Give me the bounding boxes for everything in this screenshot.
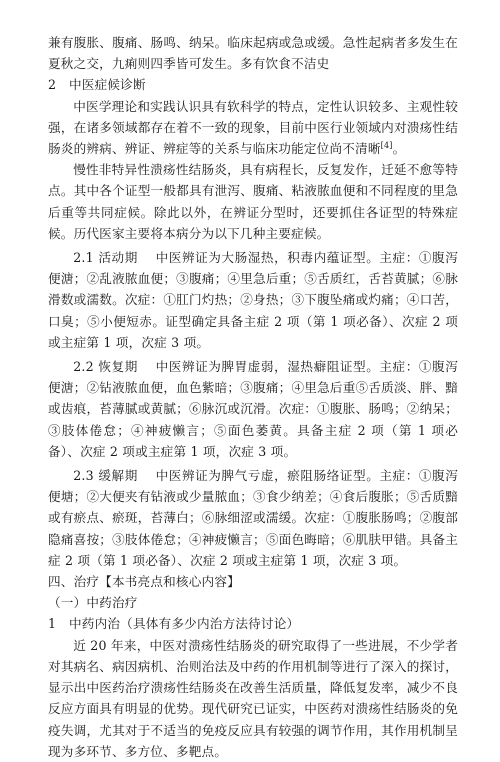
research-paragraph: 近 20 年来，中医对溃疡性结肠炎的研究取得了一些进展，不少学者对其病名、病因病机、治则治法及中药的作用机制等进行了深入的探讨，显示出中医药治疗溃疡性结肠炎在改善生活质量，降低复发率，减少不良反应方面具有明显的优势。现代研究已证实，中医药对溃疡性结肠炎的免疫失调，尤其对于不适当的免疫反应具有较强的调节作用，其作用机制呈现为多环节、多方位、多靶点。	[48, 637, 458, 759]
section-heading-diagnosis: 2 中医症候诊断	[48, 77, 146, 93]
subsection-heading-herbal: （一）中药治疗	[48, 595, 138, 611]
symptoms-overview-paragraph: 慢性非特异性溃疡性结肠炎，具有病程长，反复发作，迁延不愈等特点。其中各个证型一般都具有泄泻、腹痛、粘液脓血便和不同程度的里急后重等共同症候。除此以外，在辨证分型时，还要抓住各证型的特殊症候。历代医家主要将本病分为以下几种主要症候。	[48, 162, 458, 241]
intro-paragraph: 兼有腹胀、腹痛、肠鸣、纳呆。临床起病或急或缓。急性起病者多发生在夏秋之交，九痢则四季皆可发生。多有饮食不洁史	[48, 35, 458, 72]
citation-ref[interactable]: [4]	[380, 140, 393, 150]
remission-phase-paragraph: 2.3 缓解期 中医辨证为脾气亏虚，瘀阻肠络证型。主症：①腹泻便塘；②大便夹有钻液或少量脓血；③食少纳差；④食后腹胀；⑤舌质黯或有瘀点、瘀斑，苔薄白；⑥脉细涩或濡缓。次症：①腹胀肠鸣；②腹部隐痛喜按；③肢体倦怠；④神疲懒言；⑤面色晦暗；⑥肌肤甲错。具备主症 2 项（第 1 项必备）、次症 2 项或主症第 1 项，次症 3 项。	[48, 468, 458, 568]
theory-text: 中医学理论和实践认识具有软科学的特点，定性认识较多、主观性较强，在诸多领域都存在着不一致的现象，目前中医行业领域内对溃疡性结肠炎的辨病、辨证、辨症等的关系与临床功能定位尚不清晰	[48, 98, 458, 157]
recovery-phase-paragraph: 2.2 恢复期 中医辨证为脾胃虚弱，湿热癖阻证型。主症：①腹泻便溏；②钻液脓血便，血色紫暗；③腹痛；④里急后重⑤舌质淡、胖、黯或齿痕，苔薄腻或黄腻；⑥脉沉或沉滑。次症：①腹胀、肠鸣；②纳呆；③肢体倦怠；④神疲懒言；⑤面色萎黄。具备主症 2 项（第 1 项必备）、次症 2 项或主症第 1 项，次症 3 项。	[48, 359, 458, 459]
section-heading-treatment: 四、治疗【本书亮点和核心内容】	[48, 574, 240, 590]
theory-paragraph	[48, 96, 458, 160]
active-phase-paragraph: 2.1 活动期 中医辨证为大肠湿热，积毒内蕴证型。主症：①腹泻便溏；②乱液脓血便；③腹痛；④里急后重；⑤舌质红，舌苔黄腻；⑥脉滑数或濡数。次症：①肛门灼热；②身热；③下腹坠痛或灼痛；④口苦，口臭；⑤小便短赤。证型确定具备主症 2 项（第 1 项必备）、次症 2 项或主症第 1 项，次症 3 项。	[48, 250, 458, 350]
subsection-heading-internal: 1 中药内治（具体有多少内治方法待讨论）	[48, 616, 300, 632]
theory-text-end: 。	[392, 141, 406, 157]
